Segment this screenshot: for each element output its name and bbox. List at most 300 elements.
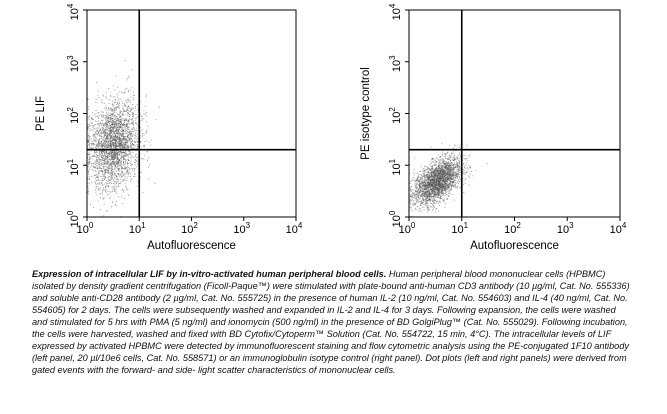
data-point [133,92,134,93]
data-point [101,153,102,154]
data-point [111,176,112,177]
data-point [127,79,128,80]
data-point [94,154,95,155]
data-point [95,124,96,125]
data-point [125,120,126,121]
data-point [442,159,443,160]
data-point [115,175,116,176]
data-point [414,158,415,159]
data-point [97,156,98,157]
data-point [120,121,121,122]
data-point [120,124,121,125]
data-point [452,184,453,185]
data-point [105,135,106,136]
data-point [149,164,150,165]
data-point [422,171,423,172]
data-point [89,158,90,159]
data-point [118,104,119,105]
data-point [432,179,433,180]
data-point [94,152,95,153]
data-point [117,139,118,140]
data-point [96,154,97,155]
data-point [108,152,109,153]
data-point [445,193,446,194]
data-point [111,183,112,184]
data-point [98,174,99,175]
data-point [114,172,115,173]
data-point [125,178,126,179]
data-point [415,186,416,187]
data-point [97,166,98,167]
data-point [126,146,127,147]
data-point [144,155,145,156]
data-point [99,140,100,141]
data-point [125,131,126,132]
data-point [149,157,150,158]
data-point [413,173,414,174]
data-point [116,167,117,168]
data-point [118,131,119,132]
data-point [136,130,137,131]
data-point [459,166,460,167]
data-point [459,152,460,153]
data-point [100,184,101,185]
data-point [124,174,125,175]
data-point [112,157,113,158]
data-point [429,169,430,170]
data-point [93,127,94,128]
data-point [421,194,422,195]
data-point [117,127,118,128]
data-point [93,145,94,146]
data-point [423,195,424,196]
data-point [129,100,130,101]
data-point [431,178,432,179]
data-point [437,170,438,171]
data-point [413,200,414,201]
data-point [135,114,136,115]
data-point [422,182,423,183]
data-point [130,90,131,91]
data-point [428,198,429,199]
data-point [108,88,109,89]
data-point [110,115,111,116]
data-point [88,129,89,130]
data-point [88,135,89,136]
data-point [117,120,118,121]
data-point [121,171,122,172]
data-point [112,120,113,121]
data-point [110,170,111,171]
data-point [106,140,107,141]
y-tick-label: $10^1$ [66,158,81,176]
data-point [131,144,132,145]
data-point [121,144,122,145]
data-point [119,147,120,148]
data-point [119,116,120,117]
data-points-left [87,60,160,217]
data-point [430,177,431,178]
data-point [99,171,100,172]
data-point [105,96,106,97]
data-point [126,162,127,163]
data-point [413,205,414,206]
data-point [98,142,99,143]
data-point [432,188,433,189]
data-point [89,119,90,120]
data-point [106,170,107,171]
data-point [102,136,103,137]
data-point [106,92,107,93]
data-point [106,118,107,119]
data-point [98,172,99,173]
data-point [120,183,121,184]
data-point [120,165,121,166]
data-point [102,126,103,127]
data-point [92,125,93,126]
data-point [100,151,101,152]
data-point [431,166,432,167]
data-point [413,193,414,194]
data-point [411,194,412,195]
data-point [124,146,125,147]
data-point [93,148,94,149]
data-point [128,110,129,111]
data-point [131,129,132,130]
data-point [106,182,107,183]
data-point [449,163,450,164]
data-point [112,103,113,104]
data-point [125,127,126,128]
data-point [133,168,134,169]
data-point [447,199,448,200]
data-point [427,186,428,187]
data-point [96,186,97,187]
data-point [102,120,103,121]
data-point [117,186,118,187]
data-point [109,176,110,177]
data-point [98,181,99,182]
data-point [103,175,104,176]
data-point [131,139,132,140]
data-point [95,162,96,163]
data-point [98,123,99,124]
data-point [130,174,131,175]
data-point [137,139,138,140]
data-point [102,178,103,179]
data-point [114,177,115,178]
data-point [452,174,453,175]
data-point [419,211,420,212]
data-point [108,146,109,147]
data-point [460,188,461,189]
data-point [438,178,439,179]
data-point [428,172,429,173]
data-point [470,167,471,168]
data-point [415,181,416,182]
data-point [88,166,89,167]
data-point [100,133,101,134]
data-point [448,165,449,166]
data-point [119,154,120,155]
data-point [112,114,113,115]
data-point [449,145,450,146]
data-point [97,159,98,160]
data-point [442,179,443,180]
data-point [436,185,437,186]
data-point [429,172,430,173]
data-point [129,132,130,133]
data-point [413,204,414,205]
data-point [116,183,117,184]
data-point [435,179,436,180]
data-point [103,166,104,167]
data-point [104,152,105,153]
data-point [426,191,427,192]
data-point [124,138,125,139]
data-point [127,134,128,135]
data-point [450,183,451,184]
data-point [137,163,138,164]
data-point [108,187,109,188]
data-point [432,210,433,211]
data-point [118,185,119,186]
data-point [127,128,128,129]
data-point [121,190,122,191]
data-point [101,125,102,126]
data-point [107,147,108,148]
data-point [106,156,107,157]
data-point [138,160,139,161]
data-point [132,108,133,109]
data-point [120,163,121,164]
data-point [108,170,109,171]
data-point [112,187,113,188]
data-point [140,172,141,173]
data-point [440,156,441,157]
data-point [123,106,124,107]
data-point [123,169,124,170]
data-point [124,176,125,177]
data-point [103,132,104,133]
data-point [111,179,112,180]
data-point [438,197,439,198]
data-point [109,191,110,192]
data-point [415,198,416,199]
data-point [93,137,94,138]
data-point [127,99,128,100]
data-point [94,134,95,135]
data-point [416,194,417,195]
data-point [104,163,105,164]
data-point [113,136,114,137]
data-point [129,129,130,130]
data-point [144,146,145,147]
data-point [91,143,92,144]
data-point [124,164,125,165]
data-point [103,128,104,129]
data-point [129,138,130,139]
data-point [146,94,147,95]
data-point [108,179,109,180]
data-point [122,145,123,146]
data-point [110,126,111,127]
data-point [132,70,133,71]
data-point [147,160,148,161]
data-point [101,163,102,164]
data-point [128,144,129,145]
data-point [427,201,428,202]
data-point [119,108,120,109]
data-point [137,144,138,145]
data-point [105,140,106,141]
data-point [96,137,97,138]
data-point [105,187,106,188]
data-point [90,128,91,129]
data-point [126,119,127,120]
data-point [456,173,457,174]
data-point [122,153,123,154]
data-point [449,184,450,185]
data-point [433,198,434,199]
data-point [91,123,92,124]
data-point [421,183,422,184]
data-point [109,99,110,100]
data-point [419,191,420,192]
data-point [433,199,434,200]
data-point [447,152,448,153]
data-point [120,160,121,161]
data-point [101,143,102,144]
data-point [87,186,88,187]
data-point [97,139,98,140]
data-point [146,141,147,142]
data-point [110,163,111,164]
data-point [109,140,110,141]
data-point [97,176,98,177]
data-point [419,185,420,186]
data-point [426,194,427,195]
data-point [468,156,469,157]
data-point [97,121,98,122]
data-point [440,173,441,174]
data-point [118,196,119,197]
data-point [142,134,143,135]
data-point [89,130,90,131]
data-point [453,171,454,172]
data-point [113,163,114,164]
data-point [126,101,127,102]
data-point [135,108,136,109]
data-point [135,159,136,160]
data-point [127,166,128,167]
data-point [142,158,143,159]
data-point [436,201,437,202]
data-point [426,172,427,173]
data-point [129,169,130,170]
data-point [112,173,113,174]
data-point [107,172,108,173]
data-point [108,167,109,168]
data-point [124,92,125,93]
data-point [430,176,431,177]
data-point [466,171,467,172]
data-point [452,159,453,160]
data-point [132,112,133,113]
data-point [109,164,110,165]
data-point [127,131,128,132]
data-point [114,154,115,155]
data-point [114,121,115,122]
data-point [134,138,135,139]
data-point [470,174,471,175]
data-point [100,129,101,130]
data-point [447,168,448,169]
data-point [123,123,124,124]
data-point [142,120,143,121]
data-point [114,190,115,191]
data-point [125,125,126,126]
data-point [464,167,465,168]
data-point [118,161,119,162]
data-point [101,161,102,162]
data-point [121,101,122,102]
data-point [117,124,118,125]
data-point [119,173,120,174]
data-point [95,140,96,141]
data-point [440,177,441,178]
data-point [136,138,137,139]
data-point [105,166,106,167]
data-point [105,129,106,130]
data-point [112,155,113,156]
data-point [463,163,464,164]
data-point [427,192,428,193]
data-point [118,146,119,147]
data-point [424,185,425,186]
data-point [413,190,414,191]
data-point [99,126,100,127]
data-point [93,140,94,141]
data-point [444,198,445,199]
data-point [98,132,99,133]
data-point [449,183,450,184]
data-point [125,160,126,161]
data-point [425,200,426,201]
data-point [140,135,141,136]
data-point [102,194,103,195]
data-point [106,98,107,99]
data-point [104,161,105,162]
data-point [452,169,453,170]
data-point [111,159,112,160]
data-point [143,159,144,160]
data-point [97,183,98,184]
data-point [422,198,423,199]
data-point [411,186,412,187]
data-point [453,194,454,195]
data-point [437,158,438,159]
data-point [136,154,137,155]
data-point [101,130,102,131]
data-point [454,200,455,201]
data-point [121,117,122,118]
data-point [114,116,115,117]
data-point [458,167,459,168]
data-point [466,145,467,146]
data-point [444,167,445,168]
data-point [97,128,98,129]
